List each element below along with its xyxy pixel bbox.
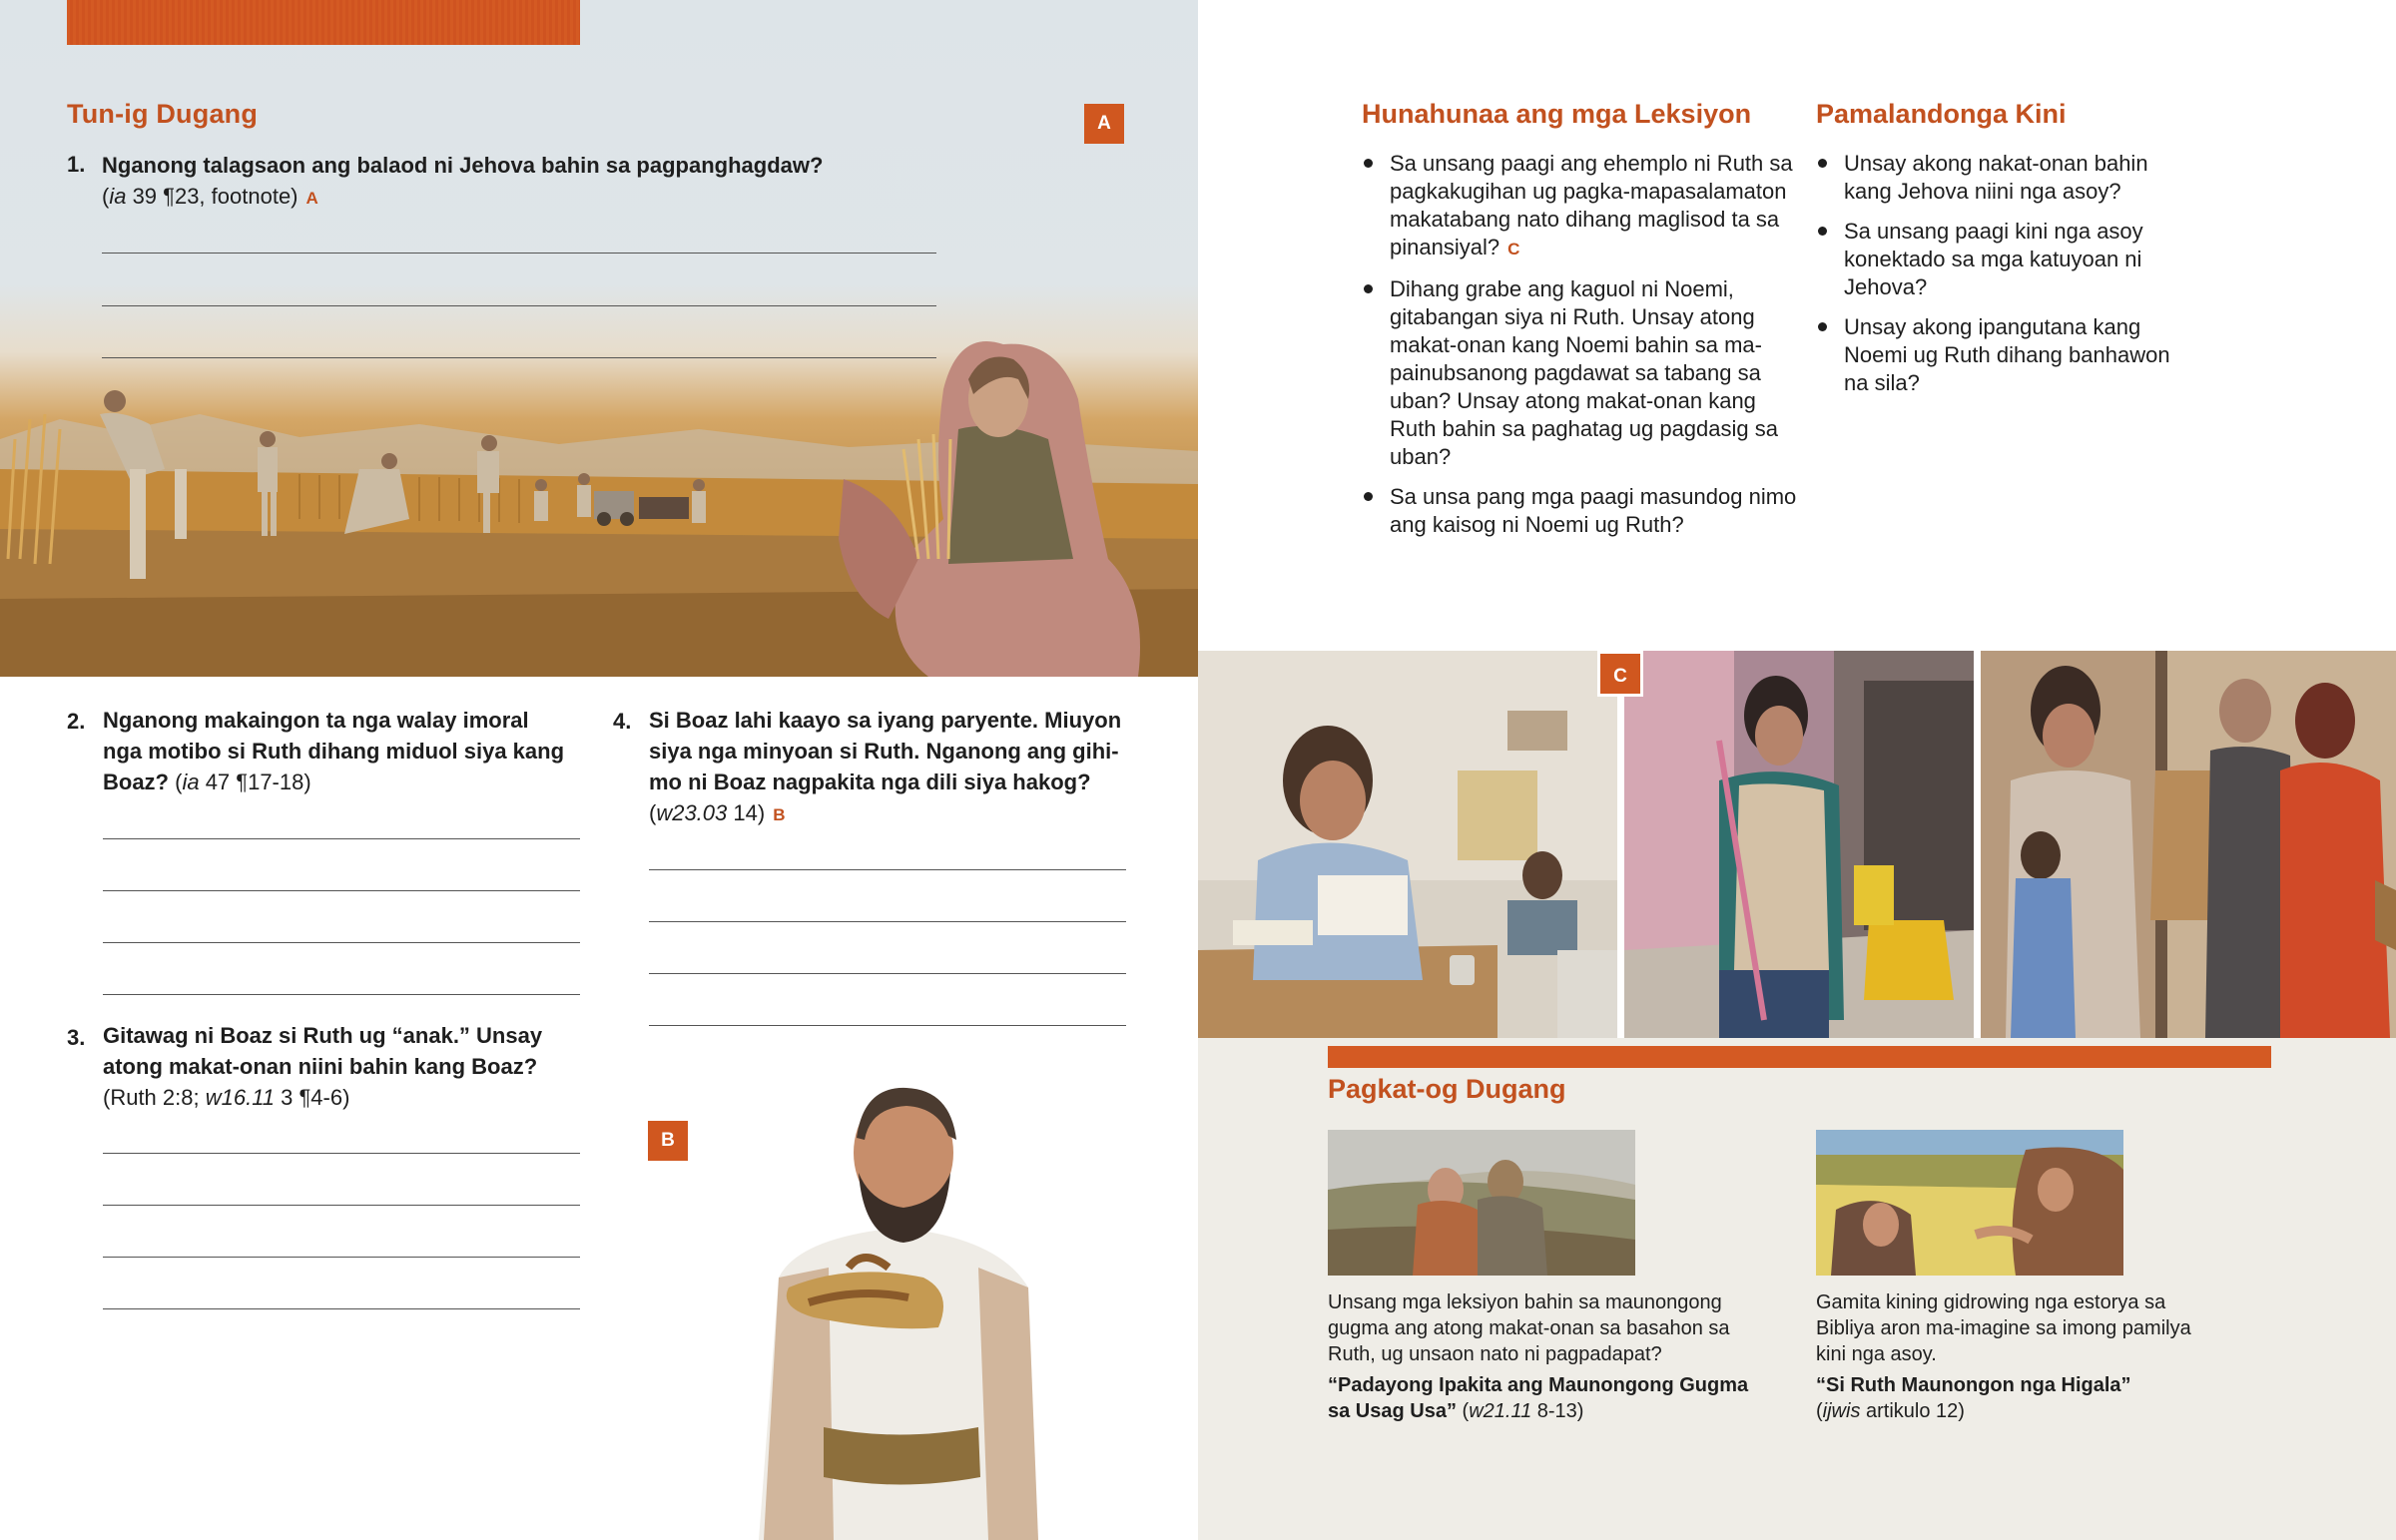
answer-line[interactable] [649,921,1126,922]
photo-strip [1198,651,2396,1038]
lessons-list [1362,150,1801,551]
answer-line[interactable] [103,838,580,839]
question-4-number: 4. [613,709,632,734]
answer-line[interactable] [103,994,580,995]
question-1-reference: (ia 39 ¶23, footnote) A [102,184,318,209]
lessons-item: Sa unsang paagi ang ehemplo ni Ruth sa pagkakugihan ug pagka-mapasalamaton makatabang nato dihang maglisod ta sa pinansiyal? C [1362,150,1801,263]
photo-woman-cleaning [1624,651,1974,1038]
boaz-with-sandal-illustration [739,1078,1068,1540]
article-2 [1816,1289,2215,1424]
answer-line[interactable] [103,1205,580,1206]
answer-line[interactable] [103,942,580,943]
article-thumbnail[interactable] [1328,1130,1635,1276]
photo-mother-with-bills [1198,651,1617,1038]
article-1-description: Unsang mga leksiyon bahin sa maunongong gugma ang atong makat-onan sa basahon sa Ruth, ug unsaon nato ni pagpadapat? [1328,1291,1730,1365]
lessons-item: Sa unsa pang mga paagi masundog nimo ang kaisog ni Noemi ug Ruth? [1362,483,1801,539]
question-1-text: Nganong talagsaon ang balaod ni Jehova bahin sa pagpanghagdaw? [102,153,824,178]
lessons-item: Dihang grabe ang kaguol ni Noemi, gitabangan siya ni Ruth. Unsay atong makat-onan kang Noemi bahin sa ma-painubsanong pagdawat sa tabang sa uban? Unsay atong makat-onan kang Ruth bahin sa paghatag ug pagdasig sa uban? [1362,275,1801,471]
decorative-orange-bar [1328,1046,2271,1068]
illustration-badge-b: B [648,1121,688,1161]
question-1 [102,150,980,214]
section-title: Tun-ig Dugang [67,99,259,129]
reflect-item: Unsay akong ipangutana kang Noemi ug Ruth dihang banhawon na sila? [1816,313,2195,397]
article-2-link[interactable]: “Si Ruth Maunongon nga Higala” (ijwis artikulo 12) [1816,1374,2131,1422]
answer-line[interactable] [649,869,1126,870]
photo-neighbors-helping [1981,651,2396,1038]
question-3-number: 3. [67,1025,86,1050]
answer-line[interactable] [103,890,580,891]
right-page [1198,0,2396,1540]
reference-letter-a: A [305,189,318,208]
reflect-list [1816,150,2195,409]
article-1-link[interactable]: “Padayong Ipakita ang Maunongong Gugma sa Usag Usa” (w21.11 8-13) [1328,1374,1749,1422]
reference-letter-c: C [1507,240,1520,258]
decorative-orange-tab [67,0,580,45]
reflect-item: Sa unsang paagi kini nga asoy konektado sa mga katuyoan ni Jehova? [1816,218,2195,301]
answer-line[interactable] [102,305,936,306]
question-2: Nganong makaingon ta nga walay imoral nga motibo si Ruth dihang miduol siya kang Boaz? (ia 47 ¶17-18) [103,708,565,794]
illustration-badge-c: C [1597,651,1643,697]
reflect-item: Unsay akong nakat-onan bahin kang Jehova niini nga asoy? [1816,150,2195,206]
question-1-number: 1. [67,152,86,177]
answer-line[interactable] [103,1257,580,1258]
further-study-title: Pagkat-og Dugang [1328,1074,1566,1104]
further-study-section [1198,1038,2396,1540]
article-2-description: Gamita kining gidrowing nga estorya sa Bibliya aron ma-imagine sa imong pamilya kini nga asoy. [1816,1291,2191,1365]
reflect-title: Pamalandonga Kini [1816,99,2067,129]
lessons-title: Hunahunaa ang mga Leksiyon [1362,99,1752,129]
question-2-number: 2. [67,709,86,734]
answer-line[interactable] [103,1153,580,1154]
reference-letter-b: B [773,805,786,824]
answer-line[interactable] [102,253,936,254]
answer-line[interactable] [649,1025,1126,1026]
answer-line[interactable] [102,357,936,358]
answer-line[interactable] [649,973,1126,974]
illustration-badge-a: A [1084,104,1124,144]
question-3: Gitawag ni Boaz si Ruth ug “anak.” Unsay atong makat-onan niini bahin kang Boaz? (Ruth 2:8; w16.11 3 ¶4-6) [103,1023,543,1110]
article-1 [1328,1289,1757,1424]
answer-line[interactable] [103,1308,580,1309]
question-4: Si Boaz lahi kaayo sa iyang paryente. Miuyon siya nga minyoan si Ruth. Nganong ang gihi- mo ni Boaz nagpakita nga dili siya hakog? (w23.03 14) B [649,708,1122,825]
picture-story-thumbnail[interactable] [1816,1130,2123,1276]
